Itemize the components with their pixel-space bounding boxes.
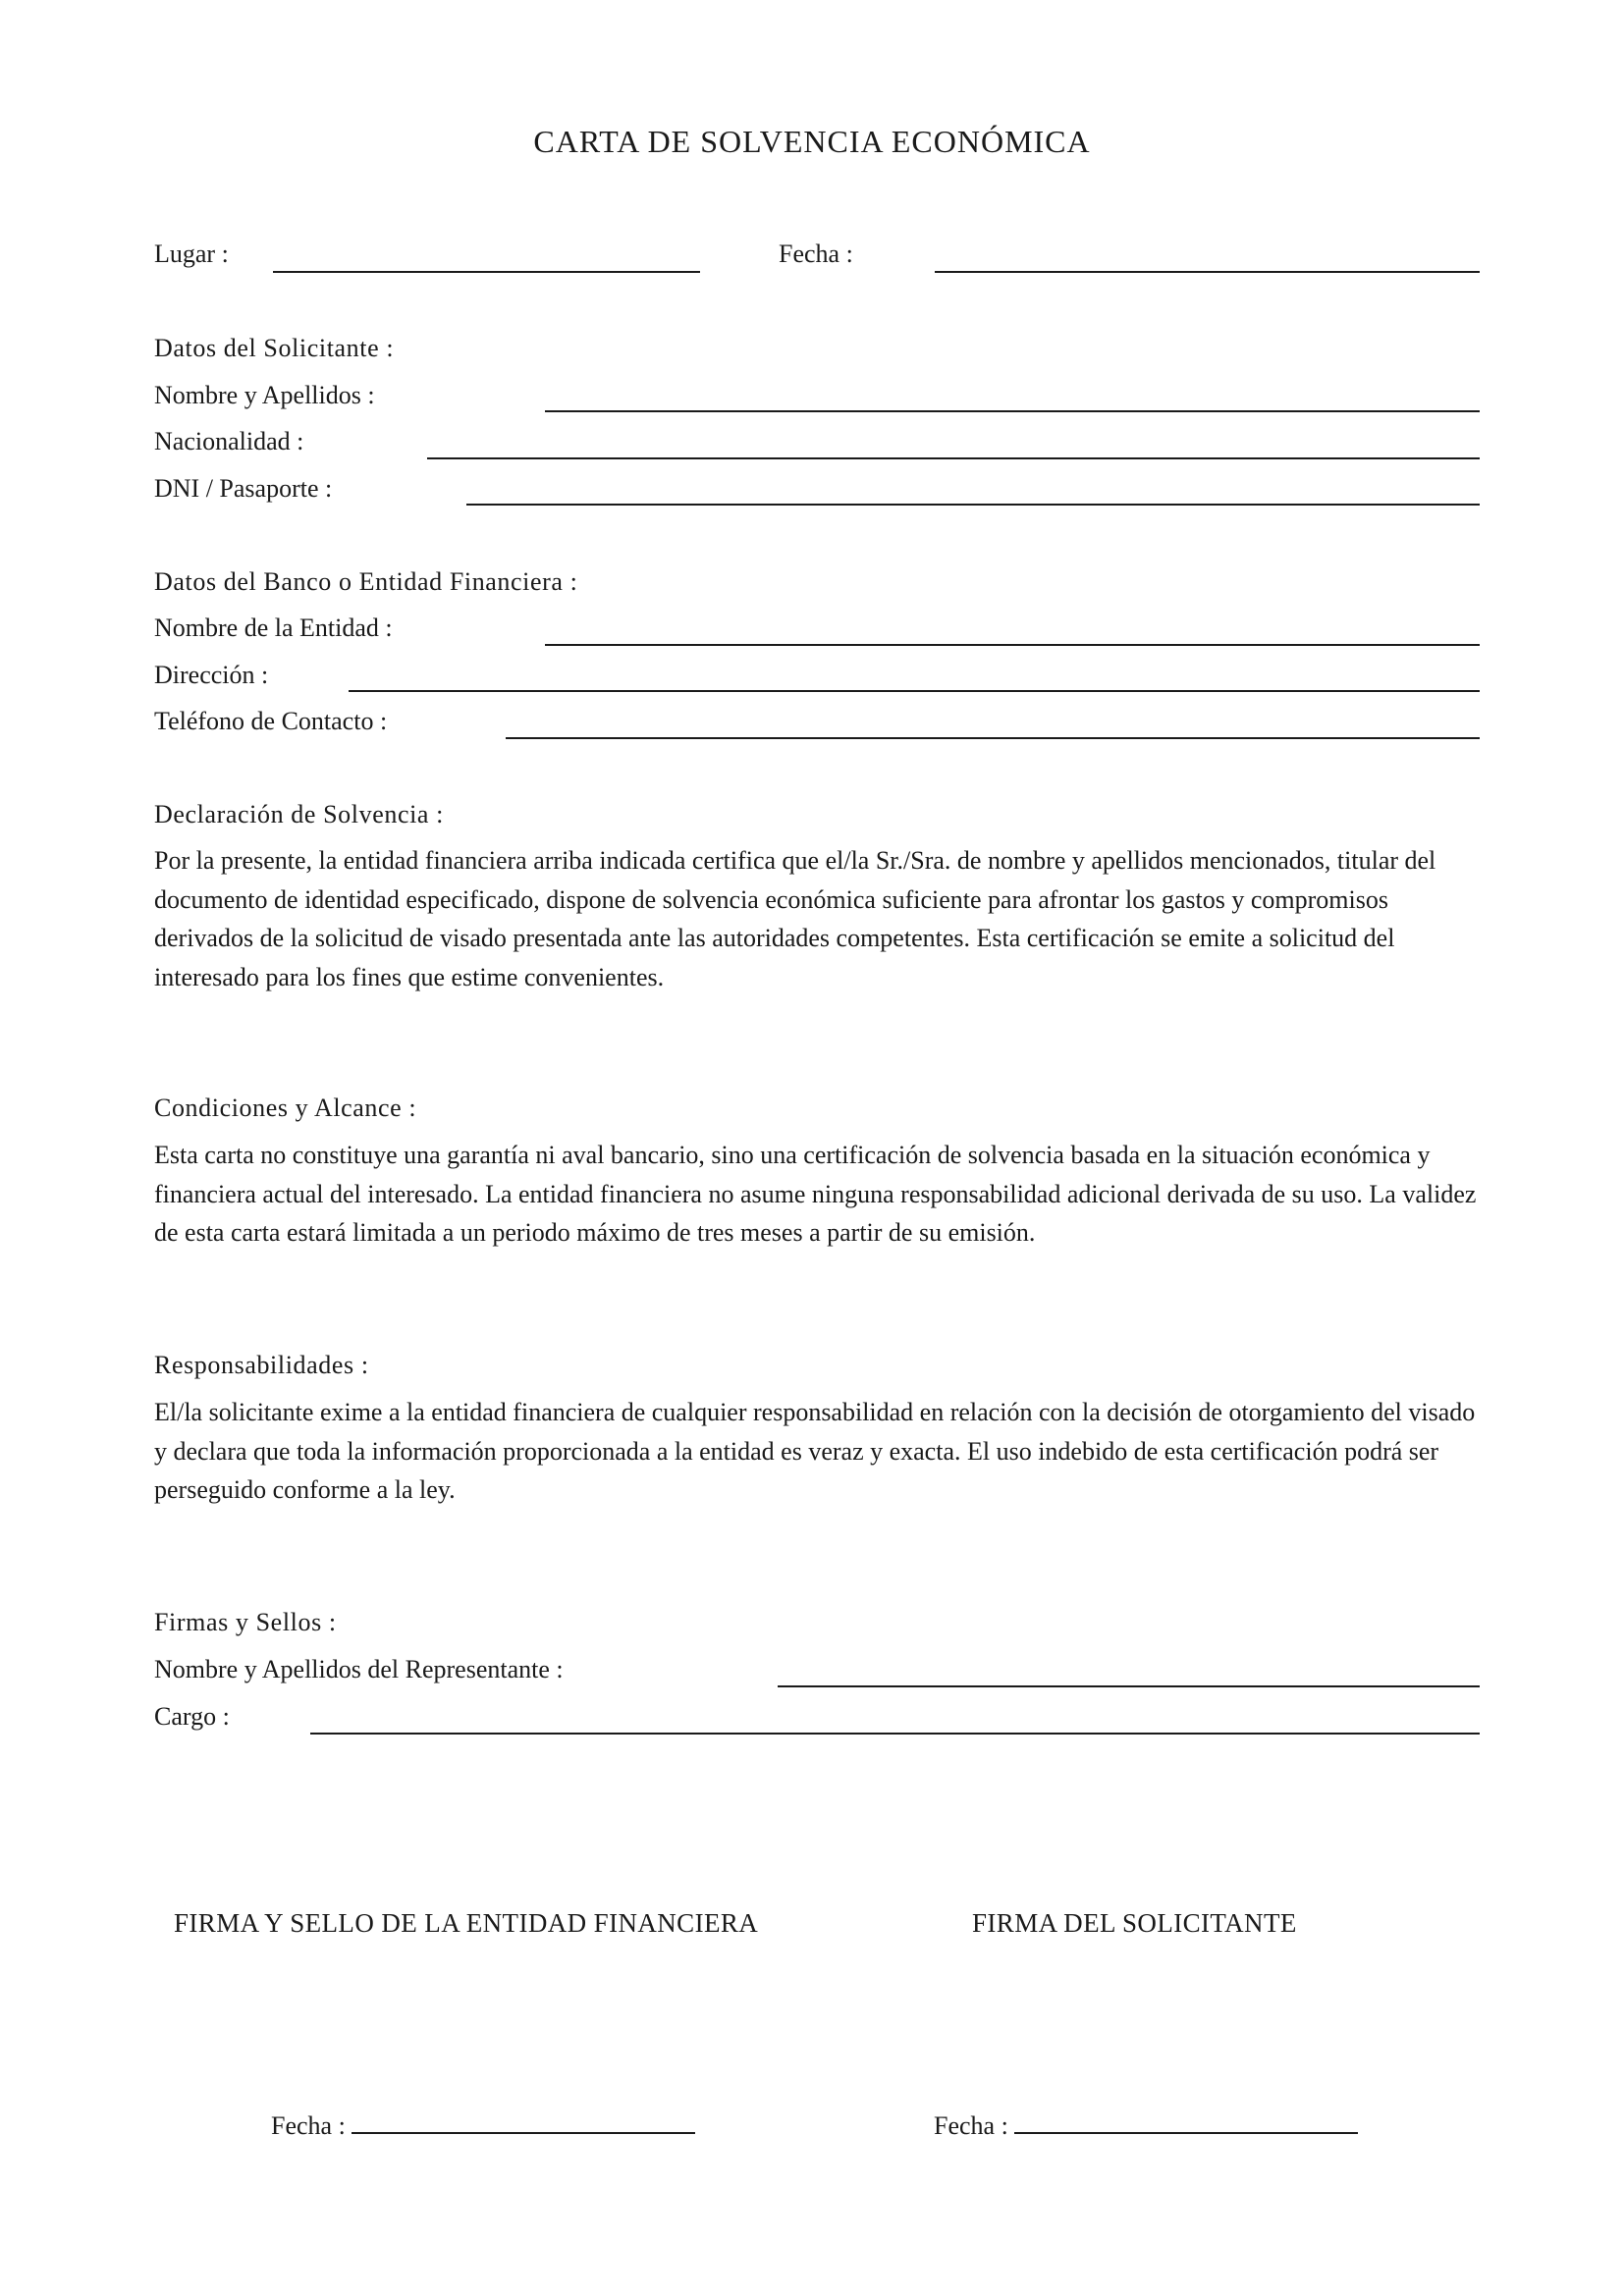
- lugar-field-line[interactable]: [273, 271, 700, 273]
- dni-pasaporte-label: DNI / Pasaporte :: [154, 474, 333, 503]
- cargo-field-line[interactable]: [310, 1733, 1480, 1735]
- telefono-field-line[interactable]: [506, 737, 1480, 739]
- fecha-entidad-label: Fecha :: [271, 2111, 346, 2140]
- direccion-field-line[interactable]: [349, 690, 1480, 692]
- representante-field-line[interactable]: [778, 1685, 1480, 1687]
- lugar-label: Lugar :: [154, 240, 229, 268]
- fecha-field-line[interactable]: [935, 271, 1480, 273]
- nombre-apellidos-field-line[interactable]: [545, 410, 1480, 412]
- fecha-entidad-row: [271, 2109, 695, 2141]
- solicitante-section-heading: Datos del Solicitante :: [154, 334, 395, 362]
- direccion-label: Dirección :: [154, 661, 269, 689]
- fecha-solicitante-field-line[interactable]: [1014, 2109, 1358, 2134]
- firma-solicitante-label: FIRMA DEL SOLICITANTE: [972, 1908, 1297, 1938]
- fecha-solicitante-label: Fecha :: [934, 2111, 1008, 2140]
- fecha-entidad-field-line[interactable]: [352, 2109, 695, 2134]
- cargo-label: Cargo :: [154, 1702, 230, 1731]
- nombre-apellidos-label: Nombre y Apellidos :: [154, 381, 375, 409]
- condiciones-paragraph: Esta carta no constituye una garantía ni aval bancario, sino una certificación de solvencia basada en la situación económica y financiera actual del interesado. La entidad financiera no asume ninguna responsabilidad adicional derivada de su uso. La validez de esta carta estará limitada a un periodo máximo de tres meses a partir de su emisión.: [154, 1141, 1477, 1247]
- representante-label: Nombre y Apellidos del Representante :: [154, 1655, 564, 1683]
- responsabilidades-section-heading: Responsabilidades :: [154, 1351, 369, 1379]
- dni-pasaporte-field-line[interactable]: [466, 504, 1480, 506]
- declaracion-paragraph: Por la presente, la entidad financiera arriba indicada certifica que el/la Sr./Sra. de nombre y apellidos mencionados, titular del documento de identidad especificado, dispone de solvencia económica suficiente para afrontar los gastos y compromisos derivados de la solicitud de visado presentada ante las autoridades competentes. Esta certificación se emite a solicitud del interesado para los fines que estime convenientes.: [154, 846, 1436, 991]
- banco-section-heading: Datos del Banco o Entidad Financiera :: [154, 567, 578, 596]
- responsabilidades-paragraph: El/la solicitante exime a la entidad financiera de cualquier responsabilidad en relación con la decisión de otorgamiento del visado y declara que toda la información proporcionada a la entidad es veraz y exacta. El uso indebido de esta certificación podrá ser perseguido conforme a la ley.: [154, 1398, 1476, 1504]
- telefono-label: Teléfono de Contacto :: [154, 707, 388, 735]
- entidad-label: Nombre de la Entidad :: [154, 614, 393, 642]
- nacionalidad-field-line[interactable]: [427, 457, 1480, 459]
- fecha-solicitante-row: [934, 2109, 1358, 2141]
- firma-entidad-label: FIRMA Y SELLO DE LA ENTIDAD FINANCIERA: [174, 1908, 759, 1938]
- declaracion-section-heading: Declaración de Solvencia :: [154, 800, 444, 828]
- condiciones-section-heading: Condiciones y Alcance :: [154, 1094, 417, 1122]
- entidad-field-line[interactable]: [545, 644, 1480, 646]
- firmas-section-heading: Firmas y Sellos :: [154, 1608, 337, 1636]
- nacionalidad-label: Nacionalidad :: [154, 427, 304, 455]
- document-title: CARTA DE SOLVENCIA ECONÓMICA: [533, 124, 1091, 159]
- fecha-label: Fecha :: [779, 240, 853, 268]
